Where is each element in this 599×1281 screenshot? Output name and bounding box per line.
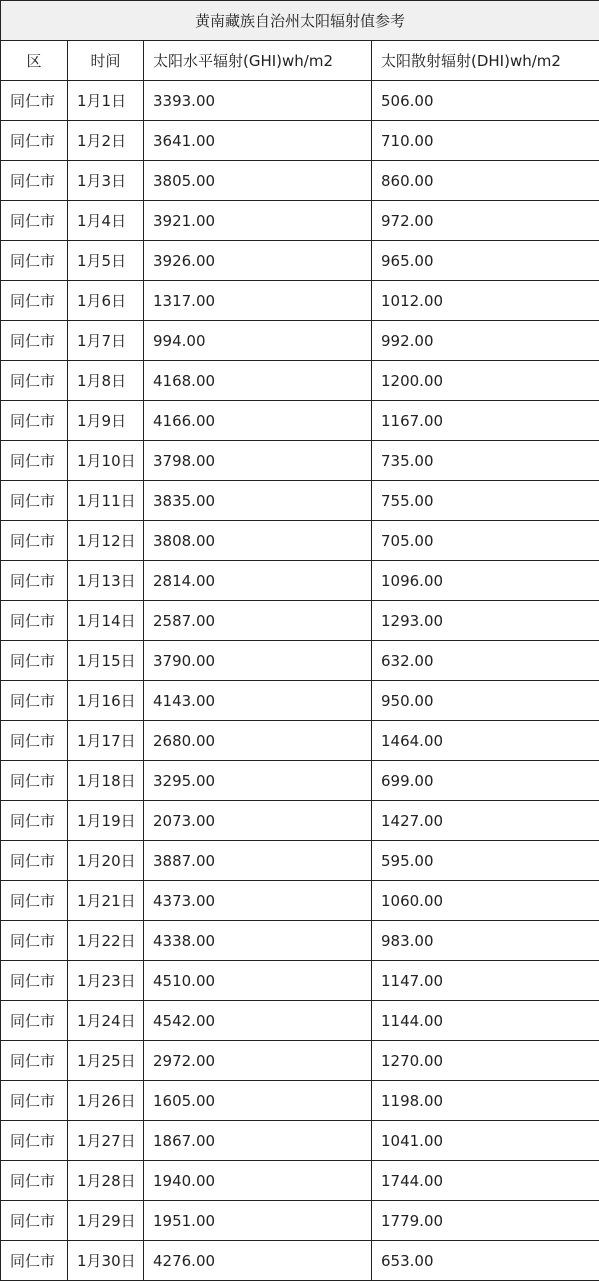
cell-district: 同仁市 (1, 681, 68, 721)
cell-dhi: 710.00 (372, 121, 599, 161)
cell-dhi: 1060.00 (372, 881, 599, 921)
cell-ghi: 3798.00 (144, 441, 372, 481)
cell-district: 同仁市 (1, 201, 68, 241)
cell-ghi: 4168.00 (144, 361, 372, 401)
cell-dhi: 755.00 (372, 481, 599, 521)
cell-date: 1月3日 (68, 161, 144, 201)
table-row (1, 521, 599, 561)
table-row (1, 1081, 599, 1121)
table-row (1, 761, 599, 801)
cell-district: 同仁市 (1, 161, 68, 201)
cell-date: 1月15日 (68, 641, 144, 681)
cell-district: 同仁市 (1, 1201, 68, 1241)
header-row (1, 41, 599, 81)
cell-dhi: 1012.00 (372, 281, 599, 321)
cell-district: 同仁市 (1, 721, 68, 761)
cell-district: 同仁市 (1, 361, 68, 401)
cell-date: 1月12日 (68, 521, 144, 561)
cell-ghi: 4166.00 (144, 401, 372, 441)
cell-district: 同仁市 (1, 81, 68, 121)
cell-date: 1月30日 (68, 1241, 144, 1281)
cell-dhi: 595.00 (372, 841, 599, 881)
cell-dhi: 506.00 (372, 81, 599, 121)
table-row (1, 681, 599, 721)
cell-district: 同仁市 (1, 841, 68, 881)
cell-dhi: 950.00 (372, 681, 599, 721)
cell-date: 1月22日 (68, 921, 144, 961)
cell-ghi: 994.00 (144, 321, 372, 361)
table-row (1, 401, 599, 441)
title-row (1, 1, 599, 41)
cell-district: 同仁市 (1, 641, 68, 681)
table-row (1, 121, 599, 161)
cell-dhi: 1200.00 (372, 361, 599, 401)
cell-ghi: 2814.00 (144, 561, 372, 601)
cell-district: 同仁市 (1, 561, 68, 601)
cell-dhi: 1041.00 (372, 1121, 599, 1161)
header-ghi: 太阳水平辐射(GHI)wh/m2 (144, 41, 372, 81)
table-row (1, 1201, 599, 1241)
cell-dhi: 1167.00 (372, 401, 599, 441)
cell-ghi: 1940.00 (144, 1161, 372, 1201)
cell-district: 同仁市 (1, 961, 68, 1001)
cell-date: 1月25日 (68, 1041, 144, 1081)
cell-ghi: 1317.00 (144, 281, 372, 321)
header-time: 时间 (68, 41, 144, 81)
cell-dhi: 735.00 (372, 441, 599, 481)
table-row (1, 321, 599, 361)
cell-district: 同仁市 (1, 321, 68, 361)
cell-date: 1月14日 (68, 601, 144, 641)
table-row (1, 161, 599, 201)
table-row (1, 1001, 599, 1041)
table-row (1, 1241, 599, 1281)
cell-dhi: 699.00 (372, 761, 599, 801)
cell-ghi: 3808.00 (144, 521, 372, 561)
table-row (1, 481, 599, 521)
cell-dhi: 1096.00 (372, 561, 599, 601)
cell-ghi: 3921.00 (144, 201, 372, 241)
cell-district: 同仁市 (1, 481, 68, 521)
cell-ghi: 4373.00 (144, 881, 372, 921)
cell-date: 1月19日 (68, 801, 144, 841)
cell-ghi: 2073.00 (144, 801, 372, 841)
cell-district: 同仁市 (1, 801, 68, 841)
table-row (1, 881, 599, 921)
cell-district: 同仁市 (1, 521, 68, 561)
cell-date: 1月18日 (68, 761, 144, 801)
cell-date: 1月21日 (68, 881, 144, 921)
cell-district: 同仁市 (1, 601, 68, 641)
table-body (1, 81, 599, 1281)
cell-date: 1月20日 (68, 841, 144, 881)
cell-date: 1月11日 (68, 481, 144, 521)
table-row (1, 361, 599, 401)
cell-dhi: 860.00 (372, 161, 599, 201)
cell-date: 1月28日 (68, 1161, 144, 1201)
cell-ghi: 4143.00 (144, 681, 372, 721)
cell-district: 同仁市 (1, 881, 68, 921)
table-row (1, 441, 599, 481)
cell-date: 1月26日 (68, 1081, 144, 1121)
cell-district: 同仁市 (1, 1121, 68, 1161)
cell-ghi: 2680.00 (144, 721, 372, 761)
cell-date: 1月17日 (68, 721, 144, 761)
cell-dhi: 983.00 (372, 921, 599, 961)
cell-dhi: 705.00 (372, 521, 599, 561)
cell-dhi: 653.00 (372, 1241, 599, 1281)
cell-date: 1月16日 (68, 681, 144, 721)
table-row (1, 201, 599, 241)
cell-date: 1月8日 (68, 361, 144, 401)
table-row (1, 1041, 599, 1081)
cell-ghi: 2587.00 (144, 601, 372, 641)
table-row (1, 721, 599, 761)
cell-date: 1月6日 (68, 281, 144, 321)
cell-date: 1月24日 (68, 1001, 144, 1041)
table-title: 黄南藏族自治州太阳辐射值参考 (1, 1, 599, 41)
cell-ghi: 1605.00 (144, 1081, 372, 1121)
cell-ghi: 4276.00 (144, 1241, 372, 1281)
cell-date: 1月23日 (68, 961, 144, 1001)
cell-ghi: 2972.00 (144, 1041, 372, 1081)
table-row (1, 921, 599, 961)
cell-date: 1月29日 (68, 1201, 144, 1241)
header-dhi: 太阳散射辐射(DHI)wh/m2 (372, 41, 599, 81)
cell-ghi: 3790.00 (144, 641, 372, 681)
cell-dhi: 1147.00 (372, 961, 599, 1001)
table-row (1, 281, 599, 321)
cell-dhi: 1270.00 (372, 1041, 599, 1081)
cell-ghi: 3887.00 (144, 841, 372, 881)
table-row (1, 961, 599, 1001)
cell-date: 1月27日 (68, 1121, 144, 1161)
table-row (1, 841, 599, 881)
cell-district: 同仁市 (1, 921, 68, 961)
cell-ghi: 3805.00 (144, 161, 372, 201)
cell-dhi: 632.00 (372, 641, 599, 681)
cell-district: 同仁市 (1, 281, 68, 321)
cell-ghi: 3393.00 (144, 81, 372, 121)
cell-date: 1月1日 (68, 81, 144, 121)
cell-date: 1月13日 (68, 561, 144, 601)
cell-district: 同仁市 (1, 441, 68, 481)
cell-dhi: 1464.00 (372, 721, 599, 761)
cell-district: 同仁市 (1, 241, 68, 281)
cell-ghi: 3641.00 (144, 121, 372, 161)
cell-dhi: 972.00 (372, 201, 599, 241)
cell-date: 1月5日 (68, 241, 144, 281)
cell-dhi: 1198.00 (372, 1081, 599, 1121)
table-row (1, 561, 599, 601)
cell-dhi: 965.00 (372, 241, 599, 281)
cell-date: 1月2日 (68, 121, 144, 161)
cell-ghi: 1951.00 (144, 1201, 372, 1241)
cell-ghi: 4510.00 (144, 961, 372, 1001)
cell-ghi: 4338.00 (144, 921, 372, 961)
cell-dhi: 1293.00 (372, 601, 599, 641)
cell-ghi: 4542.00 (144, 1001, 372, 1041)
cell-district: 同仁市 (1, 1001, 68, 1041)
cell-district: 同仁市 (1, 1241, 68, 1281)
cell-district: 同仁市 (1, 1041, 68, 1081)
cell-district: 同仁市 (1, 1161, 68, 1201)
cell-date: 1月10日 (68, 441, 144, 481)
cell-dhi: 1427.00 (372, 801, 599, 841)
table-row (1, 801, 599, 841)
cell-district: 同仁市 (1, 401, 68, 441)
table-row (1, 1121, 599, 1161)
table-row (1, 1161, 599, 1201)
cell-date: 1月7日 (68, 321, 144, 361)
cell-dhi: 1779.00 (372, 1201, 599, 1241)
cell-dhi: 1744.00 (372, 1161, 599, 1201)
cell-ghi: 3926.00 (144, 241, 372, 281)
table-row (1, 601, 599, 641)
table-row (1, 241, 599, 281)
cell-ghi: 3835.00 (144, 481, 372, 521)
cell-district: 同仁市 (1, 761, 68, 801)
table-row (1, 81, 599, 121)
table-row (1, 641, 599, 681)
header-district: 区 (1, 41, 68, 81)
cell-district: 同仁市 (1, 121, 68, 161)
cell-date: 1月9日 (68, 401, 144, 441)
cell-ghi: 3295.00 (144, 761, 372, 801)
cell-district: 同仁市 (1, 1081, 68, 1121)
cell-dhi: 1144.00 (372, 1001, 599, 1041)
cell-ghi: 1867.00 (144, 1121, 372, 1161)
cell-dhi: 992.00 (372, 321, 599, 361)
cell-date: 1月4日 (68, 201, 144, 241)
